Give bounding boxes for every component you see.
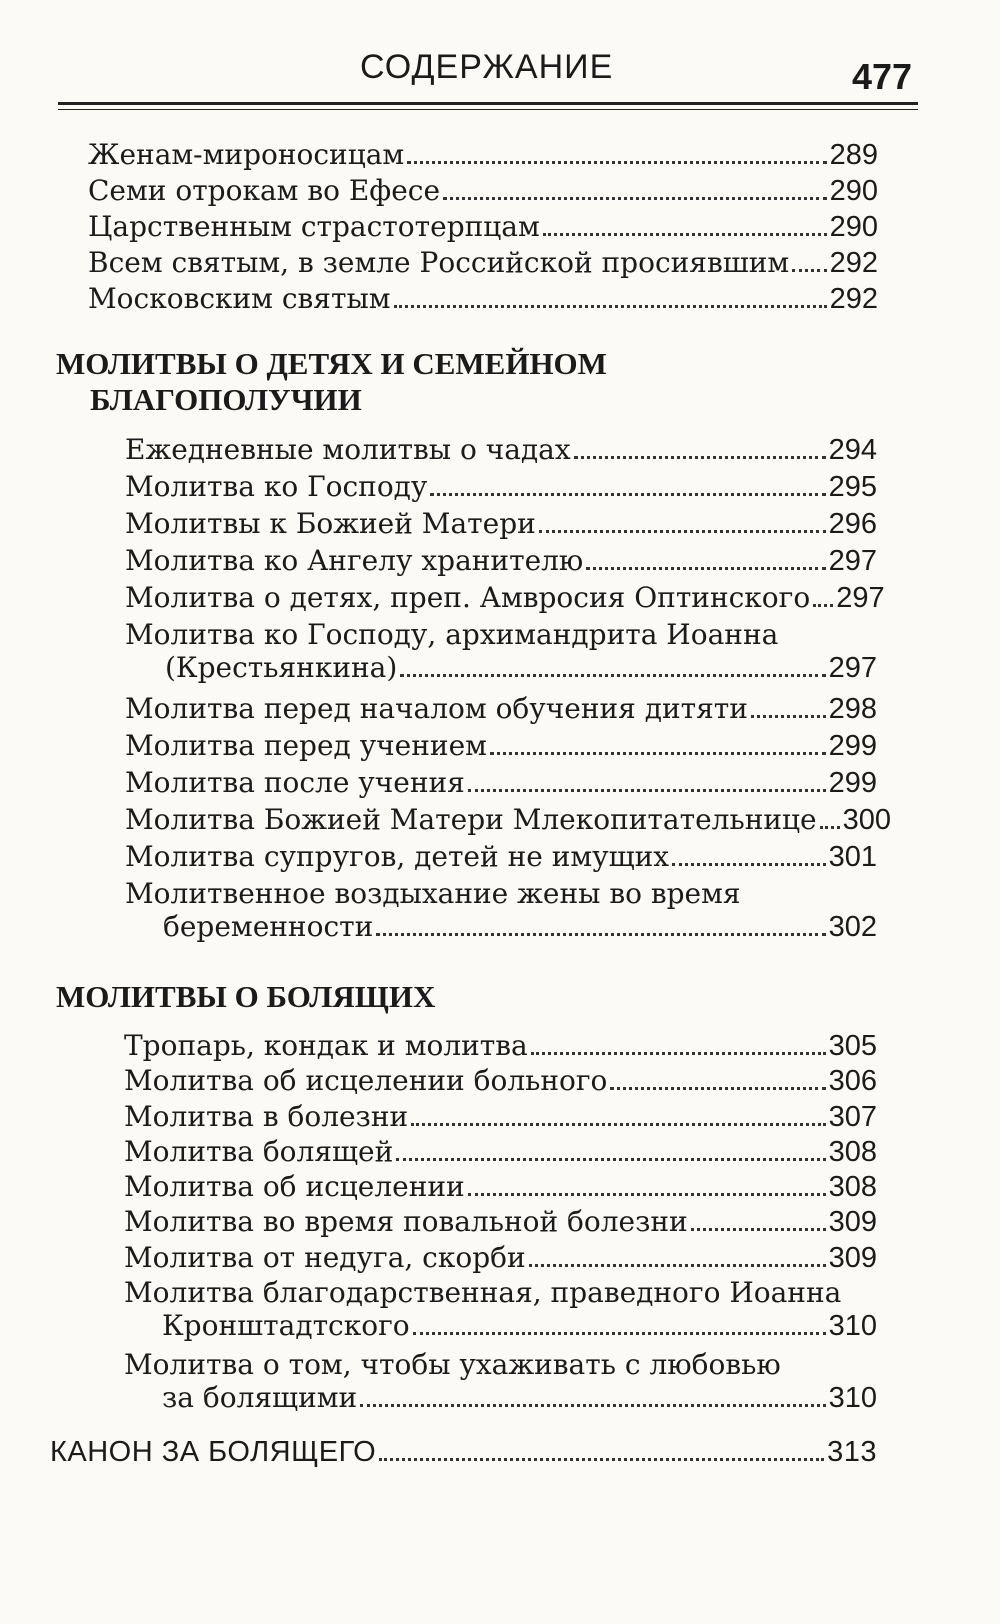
entry-page: 297 xyxy=(828,545,877,577)
dot-leader xyxy=(411,1123,825,1126)
entry-title: Молитва во время повальной болезни xyxy=(124,1205,688,1239)
dot-leader xyxy=(529,1264,826,1267)
dot-leader xyxy=(792,269,826,272)
entry-title: Царственным страстотерпцам xyxy=(88,210,540,243)
entry-page: 306 xyxy=(828,1065,877,1098)
entry-page: 297 xyxy=(836,582,885,614)
header-rule-thick xyxy=(58,102,918,105)
entry-title: Молитва Божией Матери Млекопитательнице xyxy=(125,803,817,836)
dot-leader xyxy=(820,826,840,829)
entry-title-line2: беременности xyxy=(163,910,374,943)
dot-leader xyxy=(430,493,825,496)
dot-leader xyxy=(531,1052,826,1055)
toc-entry xyxy=(124,1064,877,1099)
entry-title: Молитва болящей xyxy=(124,1134,394,1168)
entry-page: 298 xyxy=(828,693,877,725)
dot-leader xyxy=(360,1404,825,1407)
entry-title: Молитва об исцелении xyxy=(124,1170,465,1204)
entry-page: 292 xyxy=(829,283,878,315)
entry-title: Молитва супругов, детей не имущих xyxy=(125,840,670,873)
toc-entry xyxy=(125,581,885,618)
toc-entry xyxy=(124,1170,877,1205)
entry-title: Тропарь, кондак и молитва xyxy=(124,1029,528,1062)
entry-page: 313 xyxy=(827,1436,877,1468)
toc-entry xyxy=(125,840,877,877)
section-heading-sick: МОЛИТВЫ О БОЛЯЩИХ xyxy=(56,979,436,1014)
entry-title: Молитва после учения xyxy=(125,766,465,799)
entry-page: 309 xyxy=(828,1206,877,1239)
entry-title: Молитва перед учением xyxy=(125,729,487,762)
entry-title-line2: Кронштадтского xyxy=(162,1309,410,1343)
page-number: 477 xyxy=(852,56,913,97)
entry-page: 307 xyxy=(828,1100,877,1133)
dot-leader xyxy=(539,530,826,533)
dot-leader xyxy=(543,233,827,236)
toc-entry xyxy=(125,803,891,840)
entry-page: 290 xyxy=(829,211,878,243)
toc-group-children xyxy=(125,433,891,951)
dot-leader xyxy=(394,305,827,308)
entry-page: 292 xyxy=(829,247,878,279)
entry-page: 308 xyxy=(828,1171,877,1204)
entry-page: 290 xyxy=(829,175,878,207)
entry-page: 308 xyxy=(828,1135,877,1168)
dot-leader xyxy=(413,1332,826,1335)
dot-leader xyxy=(691,1228,826,1231)
entry-page: 296 xyxy=(828,508,877,540)
toc-entry xyxy=(88,174,878,210)
toc-entry xyxy=(124,1135,877,1170)
entry-title: Семи отрокам во Ефесе xyxy=(88,174,441,207)
toc-entry xyxy=(124,1205,877,1240)
toc-entry xyxy=(125,433,877,470)
entry-page: 301 xyxy=(828,841,877,873)
entry-page: 294 xyxy=(828,434,877,466)
dot-leader xyxy=(751,715,826,718)
dot-leader xyxy=(610,1087,825,1090)
entry-title: Молитва о детях, преп. Амвросия Оптинского xyxy=(125,581,811,614)
entry-title: Ежедневные молитвы о чадах xyxy=(125,433,571,466)
header-rule-thin xyxy=(58,109,918,110)
dot-leader xyxy=(376,933,825,936)
toc-entry xyxy=(125,766,877,803)
entry-continuation xyxy=(125,910,877,944)
toc-entry xyxy=(125,618,877,692)
dot-leader xyxy=(400,674,825,677)
section-heading-line: МОЛИТВЫ О ДЕТЯХ И СЕМЕЙНОМ xyxy=(56,346,607,381)
entry-page: 302 xyxy=(828,911,877,943)
toc-entry xyxy=(125,877,877,951)
entry-page: 309 xyxy=(828,1241,877,1274)
entry-title-line2: за болящими xyxy=(162,1381,358,1415)
entry-title: Молитва от недуга, скорби xyxy=(124,1240,526,1274)
entry-title: Женам-мироносицам xyxy=(88,138,405,171)
dot-leader xyxy=(672,863,826,866)
entry-title: Молитва в болезни xyxy=(124,1099,409,1133)
toc-entry xyxy=(88,210,878,246)
entry-page: 300 xyxy=(842,804,891,836)
entry-title: Молитва ко Господу, архимандрита Иоанна xyxy=(125,618,779,651)
entry-continuation xyxy=(124,1381,877,1415)
entry-page: 295 xyxy=(828,471,877,503)
toc-entry xyxy=(125,729,877,766)
toc-entry-canon xyxy=(50,1436,877,1469)
entry-title: Молитва об исцелении больного xyxy=(124,1064,608,1098)
toc-entry xyxy=(88,282,878,318)
entry-title: Молитвы к Божией Матери xyxy=(125,507,536,540)
dot-leader xyxy=(586,567,825,570)
entry-title: Всем святым, в земле Российской просиявшим xyxy=(88,246,790,279)
toc-entry xyxy=(125,470,877,507)
dot-leader xyxy=(468,1193,826,1196)
toc-entry xyxy=(124,1100,877,1135)
entry-title: Молитвенное воздыхание жены во время xyxy=(125,877,741,910)
running-header: СОДЕРЖАНИЕ xyxy=(360,48,614,86)
dot-leader xyxy=(468,789,826,792)
toc-entry xyxy=(88,246,878,282)
section-heading-line: БЛАГОПОЛУЧИИ xyxy=(90,382,362,417)
toc-entry xyxy=(125,692,877,729)
toc-entry xyxy=(88,138,878,174)
entry-page: 299 xyxy=(828,730,877,762)
entry-page: 289 xyxy=(829,139,878,171)
entry-title: Московским святым xyxy=(88,282,391,315)
dot-leader xyxy=(396,1158,825,1161)
entry-continuation xyxy=(125,651,877,685)
toc-entry xyxy=(125,507,877,544)
dot-leader xyxy=(407,161,826,164)
toc-entry xyxy=(124,1241,877,1276)
toc-entry xyxy=(125,544,877,581)
toc-entry xyxy=(124,1276,877,1348)
toc-entry xyxy=(124,1029,877,1064)
dot-leader xyxy=(379,1458,824,1461)
toc-group-saints xyxy=(88,138,878,318)
entry-title: Молитва ко Господу xyxy=(125,470,428,503)
dot-leader xyxy=(490,752,826,755)
entry-page: 310 xyxy=(828,1310,877,1343)
entry-page: 310 xyxy=(828,1382,877,1415)
section-heading-children xyxy=(56,346,607,418)
entry-continuation xyxy=(124,1309,877,1343)
entry-page: 305 xyxy=(828,1030,877,1062)
entry-title: Молитва благодарственная, праведного Иоанна xyxy=(124,1276,842,1310)
entry-title: Молитва перед началом обучения дитяти xyxy=(125,692,748,725)
entry-page: 299 xyxy=(828,767,877,799)
entry-title-line2: (Крестьянкина) xyxy=(165,651,398,684)
dot-leader xyxy=(443,197,827,200)
toc-entry xyxy=(124,1348,877,1420)
toc-group-sick xyxy=(124,1029,877,1420)
entry-title: Молитва о том, чтобы ухаживать с любовью xyxy=(124,1348,781,1382)
dot-leader xyxy=(813,604,833,607)
dot-leader xyxy=(574,456,826,459)
entry-title: Молитва ко Ангелу хранителю xyxy=(125,544,584,577)
entry-page: 297 xyxy=(828,652,877,684)
entry-title: КАНОН ЗА БОЛЯЩЕГО xyxy=(50,1436,377,1468)
